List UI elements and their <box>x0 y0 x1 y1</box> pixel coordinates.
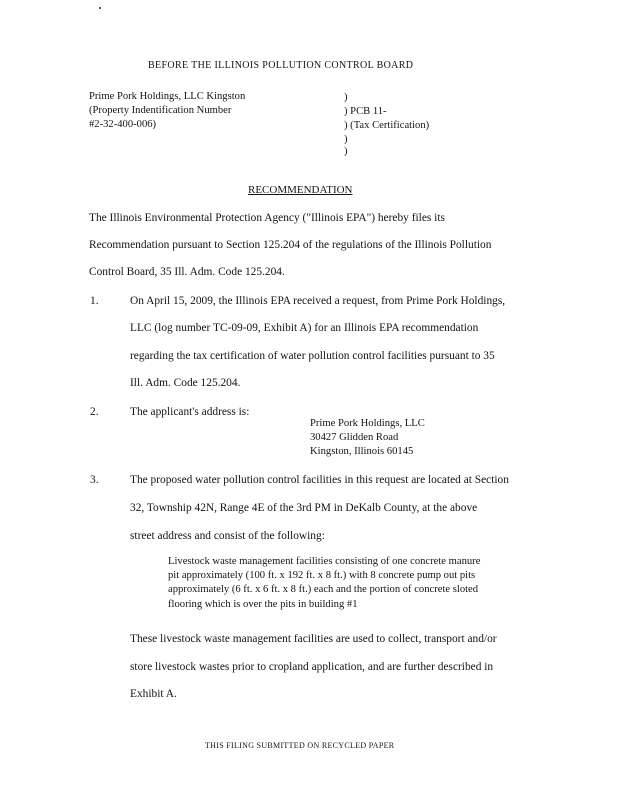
quote-line-2: pit approximately (100 ft. x 192 ft. x 8 ft.) with 8 concrete pump out pits <box>168 570 476 581</box>
para-1-line-2: LLC (log number TC-09-09, Exhibit A) for an Illinois EPA recommendation <box>130 322 479 334</box>
para-3-line-1: The proposed water pollution control facilities in this request are located at Section <box>130 474 509 486</box>
address-line-3: Kingston, Illinois 60145 <box>310 446 414 457</box>
intro-line-1: The Illinois Environmental Protection Agency ("Illinois EPA") hereby files its <box>89 212 445 224</box>
para-1-line-4: Ill. Adm. Code 125.204. <box>130 377 241 389</box>
quote-line-4: flooring which is over the pits in building #1 <box>168 599 358 610</box>
para-3-line-2: 32, Township 42N, Range 4E of the 3rd PM in DeKalb County, at the above <box>130 502 478 514</box>
para-3-number: 3. <box>90 474 99 486</box>
caption-party-line-1: Prime Pork Holdings, LLC Kingston <box>89 91 246 102</box>
caption-party-line-2: (Property Indentification Number <box>89 105 232 116</box>
para-3-after-line-3: Exhibit A. <box>130 688 177 700</box>
address-line-1: Prime Pork Holdings, LLC <box>310 418 425 429</box>
para-1-line-3: regarding the tax certification of water pollution control facilities pursuant to 35 <box>130 350 495 362</box>
document-heading: BEFORE THE ILLINOIS POLLUTION CONTROL BOARD <box>148 60 414 71</box>
para-3-after-line-1: These livestock waste management facilities are used to collect, transport and/or <box>130 633 497 645</box>
para-2-text: The applicant's address is: <box>130 406 250 418</box>
recycled-paper-footer: THIS FILING SUBMITTED ON RECYCLED PAPER <box>205 741 395 750</box>
caption-bracket-line-5: ) <box>344 146 348 157</box>
para-2-number: 2. <box>90 406 99 418</box>
quote-line-1: Livestock waste management facilities consisting of one concrete manure <box>168 556 481 567</box>
caption-party-line-3: #2-32-400-006) <box>89 119 157 130</box>
intro-line-2: Recommendation pursuant to Section 125.204 of the regulations of the Illinois Pollution <box>89 239 492 251</box>
address-line-2: 30427 Glidden Road <box>310 432 399 443</box>
caption-case-type: ) (Tax Certification) <box>344 120 430 131</box>
scan-speck <box>99 7 101 9</box>
document-title: RECOMMENDATION <box>248 184 353 196</box>
para-1-number: 1. <box>90 295 99 307</box>
caption-bracket-line-4: ) <box>344 134 348 145</box>
caption-case-number: ) PCB 11- <box>344 106 387 117</box>
caption-bracket-line-1: ) <box>344 92 348 103</box>
para-3-line-3: street address and consist of the following: <box>130 530 325 542</box>
intro-line-3: Control Board, 35 Ill. Adm. Code 125.204. <box>89 266 285 278</box>
para-3-after-line-2: store livestock wastes prior to cropland application, and are further described in <box>130 661 494 673</box>
para-1-line-1: On April 15, 2009, the Illinois EPA received a request, from Prime Pork Holdings, <box>130 295 506 307</box>
quote-line-3: approximately (6 ft. x 6 ft. x 8 ft.) each and the portion of concrete sloted <box>168 584 479 595</box>
